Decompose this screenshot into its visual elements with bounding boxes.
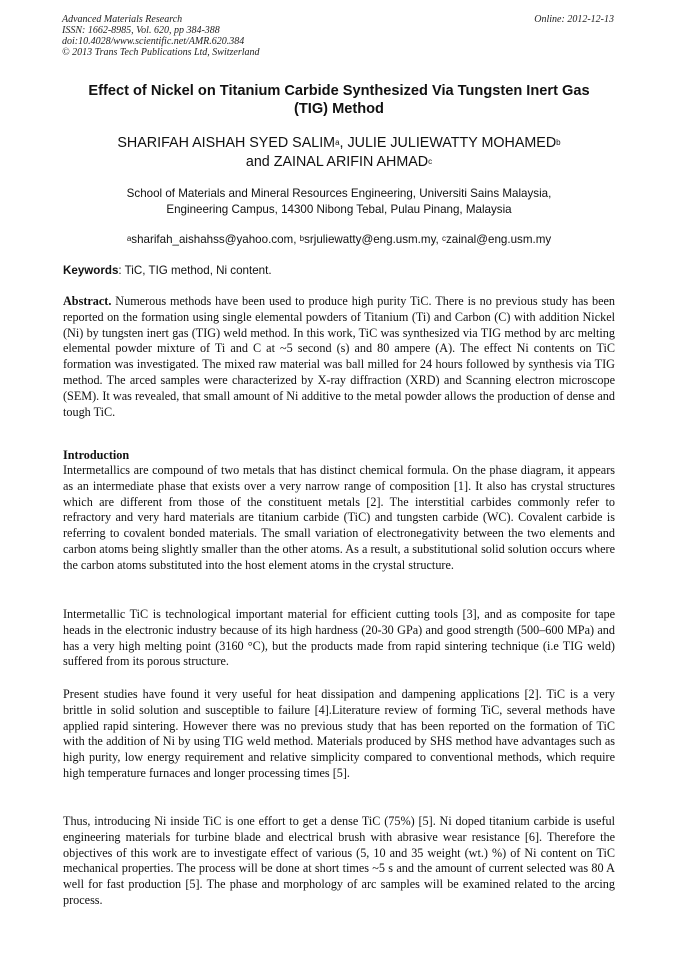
affiliation	[70, 186, 608, 218]
paragraph: Present studies have found it very useful for heat dissipation and dampening applications [2]. TiC is a very brittle in solid solution and susceptible to failure [4].Literature review of forming TiC, several methods have applied rapid sintering. However there was no previous study that has been reported on the formation of TiC with the addition of Ni by using TIG weld method. Materials produced by SHS method have advantages such as high purity, low energy requirement and relative simplicity compared to conventional methods, which require high temperature furnaces and longer processing times [5].	[63, 687, 615, 780]
keywords-text: : TiC, TIG method, Ni content.	[118, 264, 272, 277]
author-name: JULIE JULIEWATTY MOHAMED	[347, 135, 557, 151]
author-affil-mark: a	[335, 138, 340, 147]
paragraph: Thus, introducing Ni inside TiC is one effort to get a dense TiC (75%) [5]. Ni doped titanium carbide is useful engineering materials for turbine blade and electrical brush with abrasive wear resistance [6]. Therefore the objectives of this work are to investigate effect of various (5, 10 and 35 weight (wt.) %) of Ni content on TiC mechanical properties. The process will be done at short times ~5 s and the amount of current selected was 80 A well for fast production [5]. The phase and morphology of arc samples will be examined related to the arcing process.	[63, 814, 615, 907]
issn: ISSN: 1662-8985, Vol. 620, pp 384-388	[62, 25, 220, 36]
paper-title: Effect of Nickel on Titanium Carbide Synthesized Via Tungsten Inert Gas (TIG) Method	[88, 83, 590, 117]
author-affil-mark: c	[428, 157, 433, 166]
author-name: ZAINAL ARIFIN AHMAD	[273, 154, 429, 170]
abstract-label: Abstract.	[63, 294, 112, 308]
author-affil-mark: b	[556, 138, 561, 147]
affiliation-line: Engineering Campus, 14300 Nibong Tebal, Pulau Pinang, Malaysia	[166, 203, 512, 216]
paragraph: Intermetallic TiC is technological important material for efficient cutting tools [3], and as composite for tape heads in the electronic industry because of its high hardness (20-30 GPa) and good strength (500–600 MPa) and has a very high melting point (3160 °C), but the products made from rapid sintering technique (i.e TIG weld) suffered from its porous structure.	[63, 607, 615, 669]
email-mark: a	[126, 234, 132, 243]
keywords	[63, 263, 615, 279]
online-date: Online: 2012-12-13	[534, 14, 614, 25]
email-link[interactable]: srjuliewatty@eng.usm.my,	[304, 233, 442, 246]
journal-name: Advanced Materials Research	[62, 14, 183, 25]
email-mark: c	[441, 234, 446, 243]
abstract-text: Numerous methods have been used to produce high purity TiC. There is no previous study has been reported on the formation using single elemental powders of Titanium (Ti) and Carbon (C) with addition Nickel (Ni) by tungsten inert gas (TIG) weld method. In this work, TiC was synthesized via TIG method by arc melting elemental powder mixture of Ti and C at ~5 second (s) and 80 ampere (A). The effect Ni contents on TiC formation was investigated. The mixed raw material was ball milled for 24 hours followed by synthesis via TIG method. The arced samples were characterized by X-ray diffraction (XRD) and Scanning electron microscope (SEM). It was revealed, that small amount of Ni additive to the metal powder allows the production of dense and tough TiC.	[63, 294, 615, 419]
author-separator: ,	[339, 135, 348, 151]
author-name: SHARIFAH AISHAH SYED SALIM	[117, 135, 336, 151]
keywords-label: Keywords	[63, 264, 119, 277]
copyright: © 2013 Trans Tech Publications Ltd, Switzerland	[62, 47, 260, 58]
email-link[interactable]: zainal@eng.usm.my	[445, 233, 552, 246]
doi: doi:10.4028/www.scientific.net/AMR.620.384	[62, 36, 245, 47]
abstract	[63, 294, 615, 420]
paragraph: Intermetallics are compound of two metals that has distinct chemical formula. On the phase diagram, it appears as an intermediate phase that exists over a very narrow range of composition [1]. It also has crystal structures which are different from those of the constituent metals [2]. The interstitial carbides commonly refer to refractory and very hard materials are titanium carbide (TiC) and tungsten carbide (WC). Covalent carbide is referring to covalent bonded materials. The small variation of electronegativity between the two elements and carbon atoms being slightly smaller than the other atoms. As a result, a substitutional solid solution occurs where the carbon atoms substituted into the host element atoms in the crystal structure.	[63, 463, 615, 572]
section-heading-introduction: Introduction	[63, 448, 130, 462]
author-list	[70, 134, 608, 172]
affiliation-line: School of Materials and Mineral Resources Engineering, Universiti Sains Malaysia,	[126, 187, 552, 200]
email-link[interactable]: sharifah_aishahss@yahoo.com,	[131, 233, 300, 246]
author-emails	[70, 232, 608, 248]
email-mark: b	[299, 234, 305, 243]
journal-header	[62, 14, 260, 58]
author-separator: and	[245, 154, 274, 170]
